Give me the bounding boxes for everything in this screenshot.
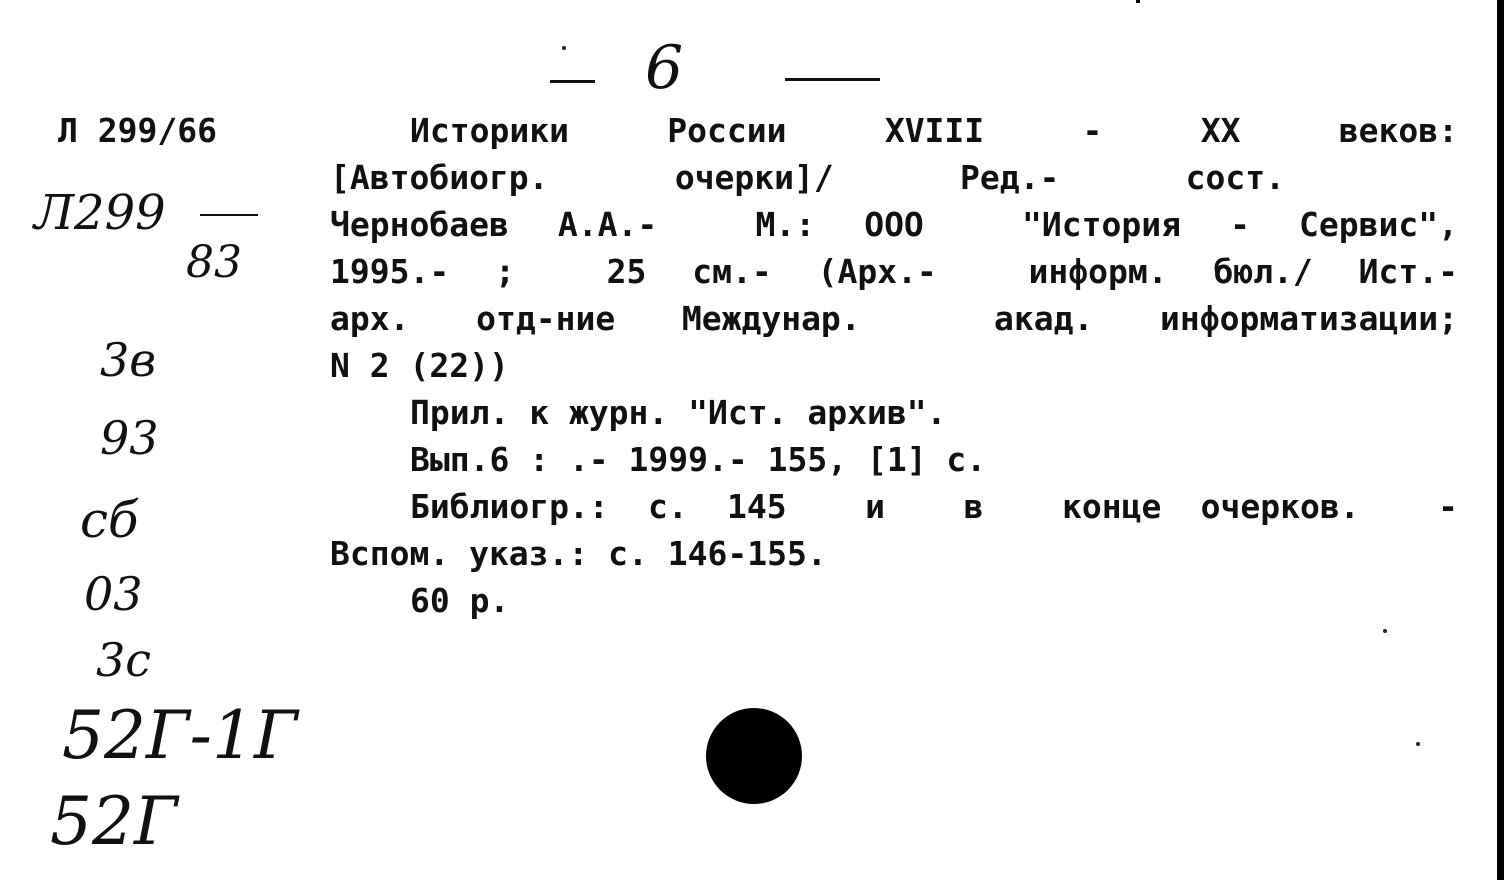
hand-code-3: сб	[80, 491, 139, 549]
hand-code-2: 93	[100, 411, 159, 465]
scan-mark	[1136, 0, 1140, 3]
note-line: Прил. к журн. "Ист. архив".	[410, 393, 947, 432]
page-dash-left	[550, 80, 595, 83]
card-edge	[1497, 0, 1504, 880]
hand-code-bottom-2: 52Г	[50, 783, 178, 860]
hand-code-4: 03	[84, 567, 143, 621]
body-line: Вспом. указ.: с. 146-155.	[330, 534, 827, 573]
body-line: Чернобаев А.А.- М.: ООО "История - Сервис",	[330, 205, 1458, 244]
body-line: арх. отд-ние Междунар. акад. информатизации;	[330, 299, 1458, 338]
speck	[1416, 742, 1420, 746]
note-line: Библиогр.: с. 145 и в конце очерков. -	[410, 487, 1458, 526]
hand-code-1: 3в	[100, 333, 157, 387]
note-line: Вып.6 : .- 1999.- 155, [1] с.	[410, 440, 987, 479]
hand-code-5: 3с	[96, 633, 152, 687]
shelf-mark-fraction-bar	[200, 214, 258, 216]
body-line: 1995.- ; 25 см.- (Арх.- информ. бюл./ Ист.-	[330, 252, 1458, 291]
page-number: 6	[645, 33, 684, 103]
price-line: 60 р.	[410, 581, 510, 620]
body-line: N 2 (22))	[330, 346, 509, 385]
shelf-mark-handwritten: Л299	[34, 185, 166, 241]
hand-code-bottom-1: 52Г-1Г	[62, 697, 298, 774]
speck	[562, 46, 566, 50]
page-dash-right	[785, 78, 880, 81]
body-line: [Автобиогр. очерки]/ Ред.- сост.	[330, 158, 1285, 197]
shelf-mark-typed: Л 299/66	[58, 111, 217, 150]
title-line: Историки России XVIII - XX веков:	[410, 111, 1458, 150]
punch-hole	[706, 708, 802, 804]
speck	[1383, 629, 1387, 633]
shelf-mark-fraction: 83	[186, 237, 242, 288]
